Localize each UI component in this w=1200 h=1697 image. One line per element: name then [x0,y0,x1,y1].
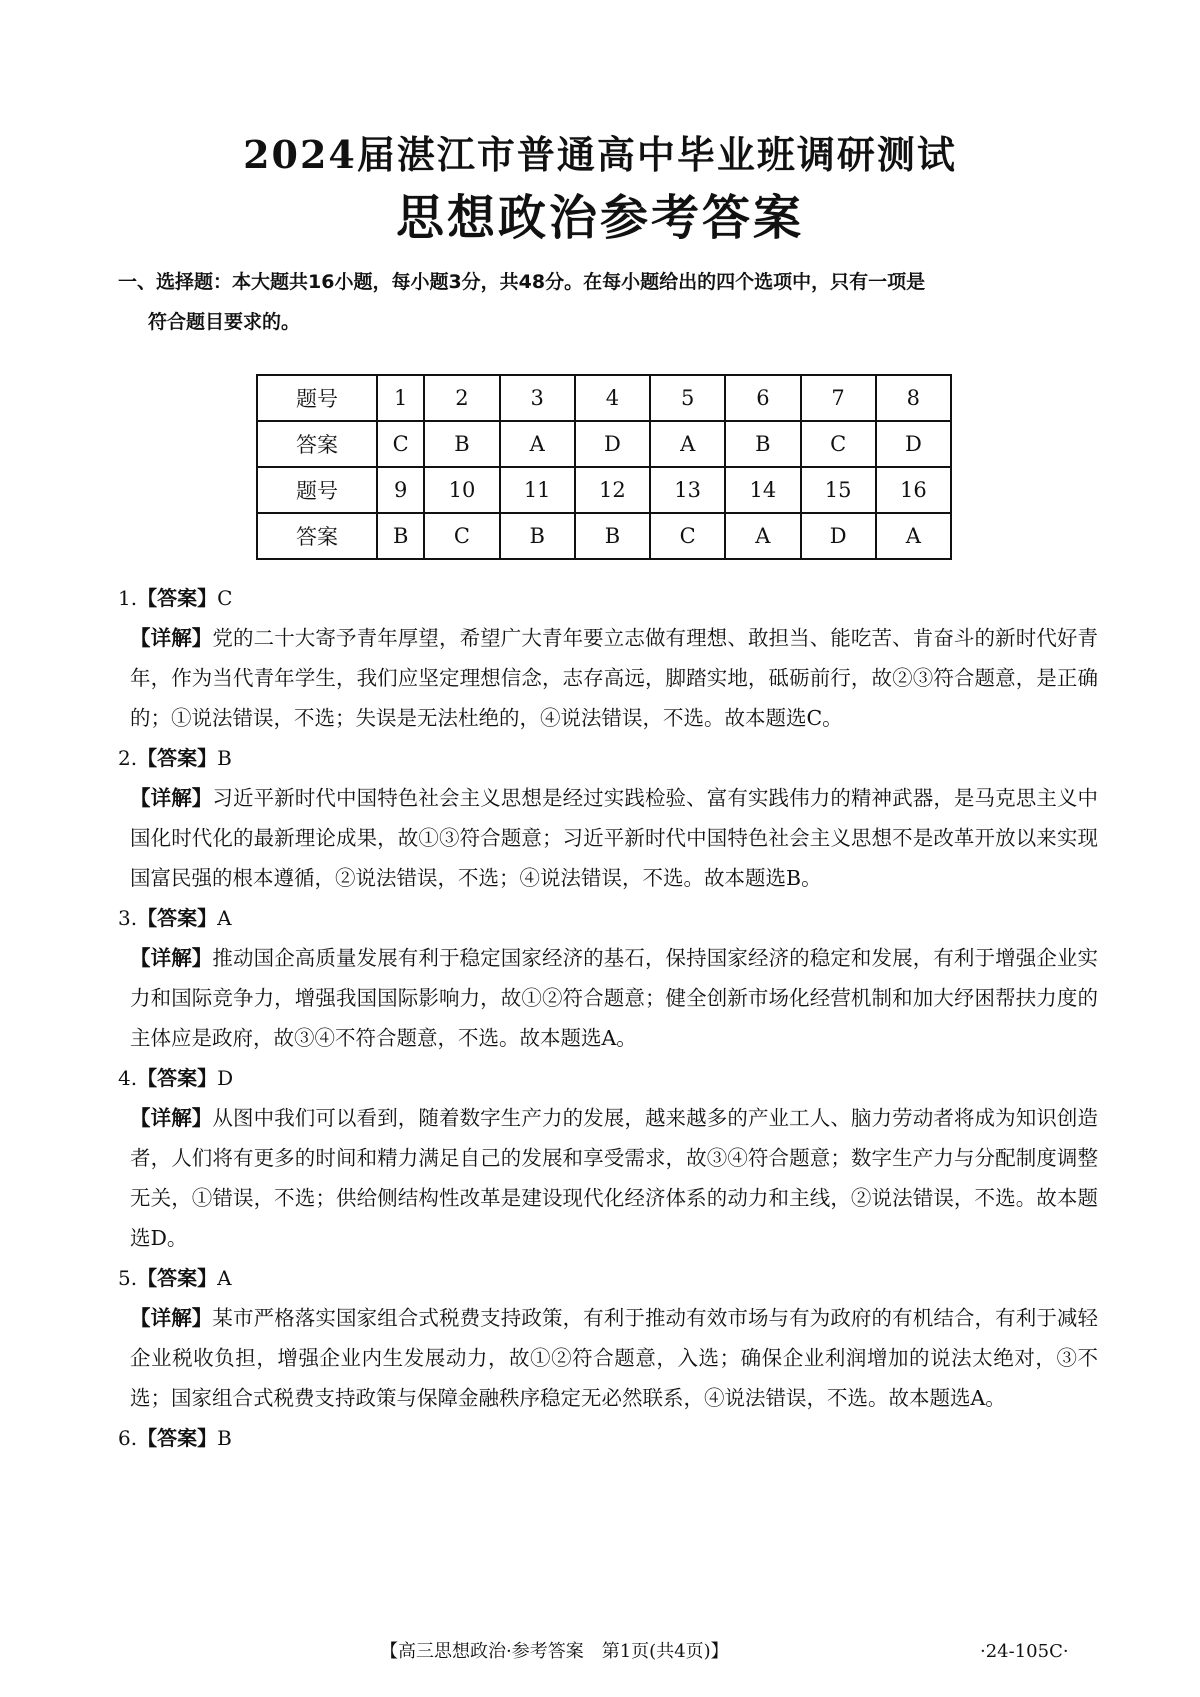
section-heading-line1: 一、选择题：本大题共16小题，每小题3分，共48分。在每小题给出的四个选项中，只有一项是 [118,271,926,293]
answer-table [256,374,952,560]
answer-value: A [217,1266,232,1290]
answer-item [118,738,1098,898]
answer-table-row [257,421,951,467]
answer-table-cell: 3 [500,375,575,421]
answer-table-cell: 9 [377,467,424,513]
answer-table-cell: 13 [650,467,725,513]
answer-table-cell: C [650,513,725,559]
answer-line [118,898,1098,938]
answer-table-cell: 11 [500,467,575,513]
answer-tag: 【答案】 [137,1066,218,1090]
answer-table-row [257,467,951,513]
answer-detail [118,938,1098,1058]
question-number: 3. [118,906,138,930]
answer-item [118,578,1098,738]
answer-table-cell: A [650,421,725,467]
answer-value: D [217,1066,234,1090]
answer-detail [118,618,1098,738]
exam-title: 2024届湛江市普通高中毕业班调研测试 [243,132,957,177]
answer-item [118,1258,1098,1418]
answer-line [118,1058,1098,1098]
answer-table-cell: 2 [424,375,499,421]
answer-table-row-label: 题号 [257,467,377,513]
question-number: 1. [118,586,138,610]
answer-line [118,1258,1098,1298]
answer-table-cell: A [725,513,800,559]
answer-table-cell: 16 [876,467,951,513]
detail-text: 从图中我们可以看到，随着数字生产力的发展，越来越多的产业工人、脑力劳动者将成为知识创造者，人们将有更多的时间和精力满足自己的发展和享受需求，故③④符合题意；数字生产力与分配制度调整无关，①错误，不选；供给侧结构性改革是建设现代化经济体系的动力和主线，②说法错误，不选。故本题选D。 [130,1106,1099,1250]
detail-tag: 【详解】 [130,946,213,970]
section-heading [118,262,1108,342]
answer-table-cell: 1 [377,375,424,421]
answer-table-cell: 4 [575,375,650,421]
answer-line [118,578,1098,618]
detail-text: 习近平新时代中国特色社会主义思想是经过实践检验、富有实践伟力的精神武器，是马克思主义中国化时代化的最新理论成果，故①③符合题意；习近平新时代中国特色社会主义思想不是改革开放以来实现国富民强的根本遵循，②说法错误，不选；④说法错误，不选。故本题选B。 [130,786,1099,890]
detail-tag: 【详解】 [130,786,213,810]
answer-table-cell: D [801,513,876,559]
answer-table-cell: 6 [725,375,800,421]
detail-tag: 【详解】 [130,1306,213,1330]
answer-table-row [257,375,951,421]
detail-text: 推动国企高质量发展有利于稳定国家经济的基石，保持国家经济的稳定和发展，有利于增强企业实力和国际竞争力，增强我国国际影响力，故①②符合题意；健全创新市场化经营机制和加大纾困帮扶力度的主体应是政府，故③④不符合题意，不选。故本题选A。 [130,946,1099,1050]
answer-table-cell: A [500,421,575,467]
answer-table-cell: A [876,513,951,559]
answer-table-cell: 7 [801,375,876,421]
answer-line [118,1418,1098,1458]
answer-table-cell: C [377,421,424,467]
answer-table-cell: C [424,513,499,559]
answer-table-cell: 12 [575,467,650,513]
answer-detail [118,1298,1098,1418]
answer-key-title: 思想政治参考答案 [395,190,804,246]
answer-table-row-label: 答案 [257,513,377,559]
answer-tag: 【答案】 [137,1266,218,1290]
answer-table-cell: B [424,421,499,467]
section-heading-line2: 符合题目要求的。 [148,311,301,333]
answer-table-cell: B [377,513,424,559]
footer-exam-code: ·24-105C· [980,1641,1069,1662]
answer-explanations [118,578,1098,1458]
question-number: 5. [118,1266,138,1290]
question-number: 2. [118,746,138,770]
answer-tag: 【答案】 [137,746,218,770]
answer-table-cell: D [876,421,951,467]
answer-value: B [217,746,232,770]
detail-tag: 【详解】 [130,1106,213,1130]
answer-table-cell: B [500,513,575,559]
footer-page-label: 【高三思想政治·参考答案 第1页(共4页)】 [380,1641,729,1662]
answer-detail [118,1098,1098,1258]
answer-item [118,1418,1098,1458]
answer-table-row-label: 答案 [257,421,377,467]
detail-tag: 【详解】 [130,626,213,650]
answer-table-cell: 15 [801,467,876,513]
answer-detail [118,778,1098,898]
answer-table-row [257,513,951,559]
answer-table-cell: 10 [424,467,499,513]
detail-text: 党的二十大寄予青年厚望，希望广大青年要立志做有理想、敢担当、能吃苦、肯奋斗的新时代好青年，作为当代青年学生，我们应坚定理想信念，志存高远，脚踏实地，砥砺前行，故②③符合题意，是正确的；①说法错误，不选；失误是无法杜绝的，④说法错误，不选。故本题选C。 [130,626,1099,730]
answer-table-cell: B [575,513,650,559]
answer-tag: 【答案】 [137,1426,218,1450]
answer-tag: 【答案】 [137,586,218,610]
answer-value: C [217,586,233,610]
question-number: 4. [118,1066,138,1090]
question-number: 6. [118,1426,138,1450]
answer-table-row-label: 题号 [257,375,377,421]
answer-table-cell: 8 [876,375,951,421]
answer-value: B [217,1426,232,1450]
answer-item [118,898,1098,1058]
answer-table-cell: B [725,421,800,467]
answer-value: A [217,906,232,930]
answer-item [118,1058,1098,1258]
answer-table-cell: 5 [650,375,725,421]
detail-text: 某市严格落实国家组合式税费支持政策，有利于推动有效市场与有为政府的有机结合，有利于减轻企业税收负担，增强企业内生发展动力，故①②符合题意，入选；确保企业利润增加的说法太绝对，③不选；国家组合式税费支持政策与保障金融秩序稳定无必然联系，④说法错误，不选。故本题选A。 [130,1306,1099,1410]
answer-tag: 【答案】 [137,906,218,930]
answer-table-cell: D [575,421,650,467]
answer-table-cell: 14 [725,467,800,513]
answer-line [118,738,1098,778]
answer-table-cell: C [801,421,876,467]
